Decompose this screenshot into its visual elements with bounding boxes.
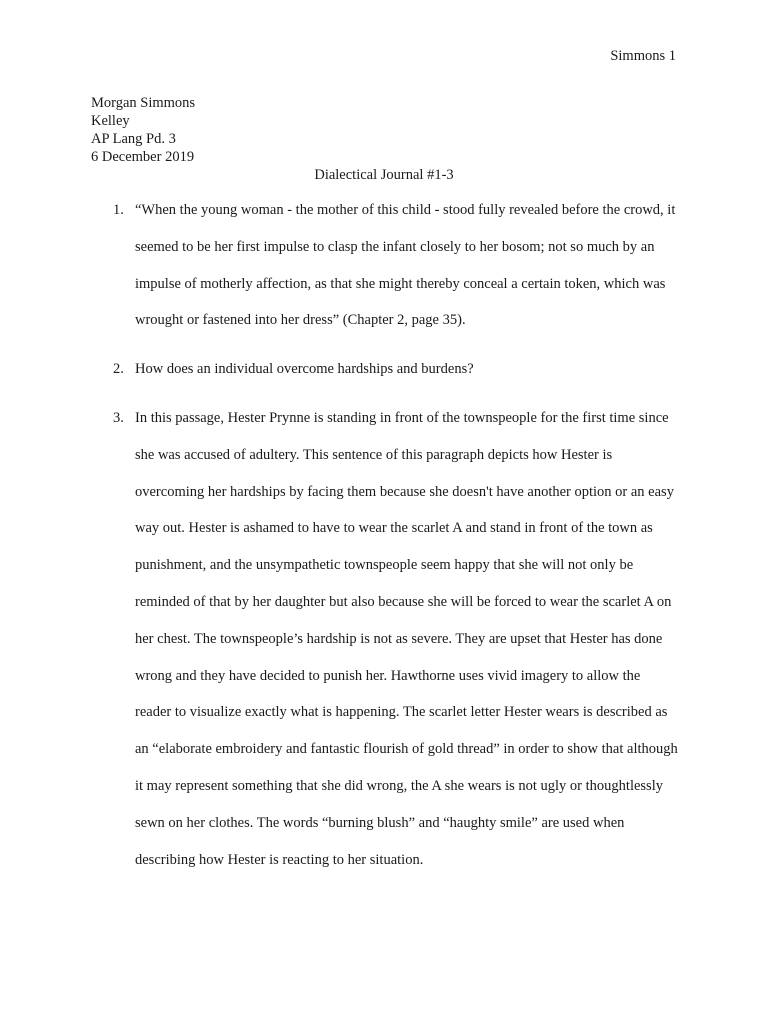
entry-question: How does an individual overcome hardships and burdens? [135, 361, 474, 378]
document-date: 6 December 2019 [91, 149, 195, 165]
document-title: Dialectical Journal #1-3 [314, 167, 454, 183]
journal-entry [113, 192, 678, 339]
entry-number: 1. [113, 202, 124, 218]
course-name: AP Lang Pd. 3 [91, 131, 176, 147]
journal-entries [113, 192, 678, 890]
author-name: Morgan Simmons [91, 95, 196, 111]
entry-analysis: In this passage, Hester Prynne is standing in front of the townspeople for the first time since she was accused of adultery. This sentence of this paragraph depicts how Hester is overcoming her hardships by facing them because she doesn't have another option or an easy way out. Hester is ashamed to have to wear the scarlet A and stand in front of the town as punishment, and the unsympathetic townspeople seem happy that she will not only be reminded of that by her daughter but also because she will be forced to wear the scarlet A on her chest. The townspeople’s hardship is not as severe. They are upset that Hester has done wrong and they have decided to punish her. Hawthorne uses vivid imagery to allow the reader to visualize exactly what is happening. The scarlet letter Hester wears is described as an “elaborate embroidery and fantastic flourish of gold thread” in order to show that although it may represent something that she did wrong, the A she wears is not ugly or thoughtlessly sewn on her clothes. The words “burning blush” and “haughty smile” are used when describing how Hester is reacting to her situation. [135, 409, 678, 868]
journal-entry [113, 400, 678, 878]
mla-heading [91, 94, 195, 166]
running-header: Simmons 1 [610, 48, 676, 64]
instructor-name: Kelley [91, 113, 130, 129]
entry-number: 2. [113, 361, 124, 378]
entry-number: 3. [113, 409, 124, 426]
journal-entry [113, 351, 678, 388]
entry-quote: “When the young woman - the mother of this child - stood fully revealed before the crowd, it seemed to be her first impulse to clasp the infant closely to her bosom; not so much by an impulse of motherly affection, as that she might thereby conceal a certain token, which was wrought or fastened into her dress” (Chapter 2, page 35). [135, 202, 676, 329]
